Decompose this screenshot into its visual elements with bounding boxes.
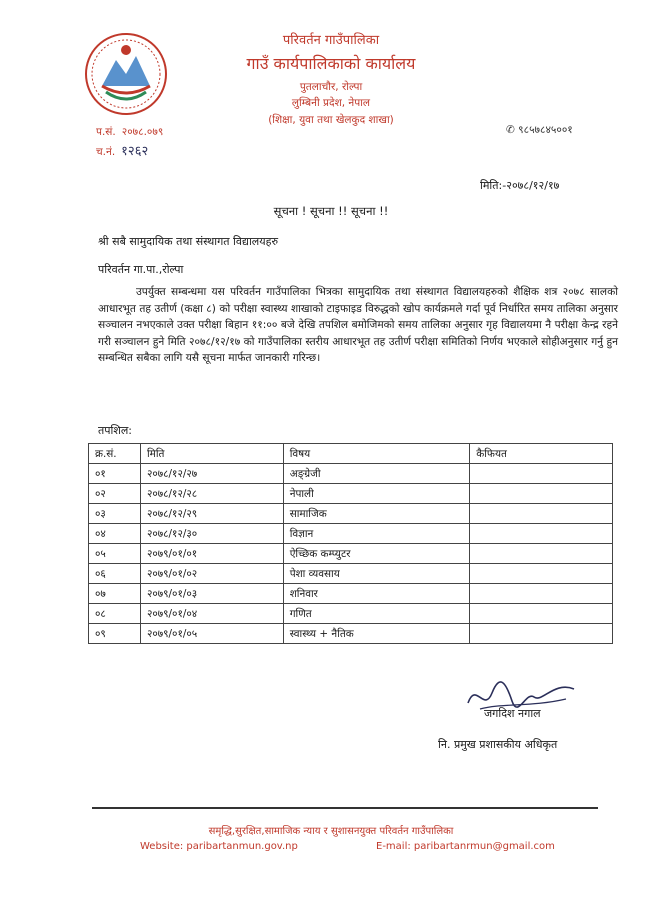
address-place: परिवर्तन गा.पा.,रोल्पा bbox=[98, 263, 184, 276]
subject-cell: पेशा व्यवसाय bbox=[283, 564, 470, 584]
addressee: श्री सबै सामुदायिक तथा संस्थागत विद्यालयहरु bbox=[98, 235, 279, 248]
fiscal-year-ref bbox=[96, 125, 163, 139]
date-cell: २०७९/०१/०५ bbox=[140, 624, 283, 644]
fiscal-year-value: २०७८.०७९ bbox=[121, 126, 164, 138]
header-subject: विषय bbox=[283, 444, 470, 464]
serial-cell: ०२ bbox=[89, 484, 141, 504]
serial-cell: ०१ bbox=[89, 464, 141, 484]
date-cell: २०७९/०१/०३ bbox=[140, 584, 283, 604]
office-location: पुतलाचौर, रोल्पा bbox=[299, 81, 363, 93]
phone-value: ९८५७८४५००१ bbox=[518, 124, 573, 136]
office-province: लुम्बिनी प्रदेश, नेपाल bbox=[291, 97, 371, 109]
subject-cell: स्वास्थ्य + नैतिक bbox=[283, 624, 470, 644]
footer-motto: समृद्धि,सुरक्षित,सामाजिक न्याय र सुशासनयुक्त परिवर्तन गाउँपालिका bbox=[208, 826, 454, 837]
footer-website: Website: paribartanmun.gov.np bbox=[140, 841, 298, 852]
date-cell: २०७९/०१/०४ bbox=[140, 604, 283, 624]
table-row bbox=[89, 524, 613, 544]
table-row bbox=[89, 624, 613, 644]
table-row bbox=[89, 604, 613, 624]
subject-cell: गणित bbox=[283, 604, 470, 624]
phone-number bbox=[506, 123, 573, 137]
subject-cell: विज्ञान bbox=[283, 524, 470, 544]
date-cell: २०७९/०१/०२ bbox=[140, 564, 283, 584]
subject-cell: ऐच्छिक कम्प्युटर bbox=[283, 544, 470, 564]
date-cell: २०७८/१२/२९ bbox=[140, 504, 283, 524]
serial-cell: ०४ bbox=[89, 524, 141, 544]
header-serial: क्र.सं. bbox=[89, 444, 141, 464]
serial-cell: ०७ bbox=[89, 584, 141, 604]
subject-cell: नेपाली bbox=[283, 484, 470, 504]
table-row bbox=[89, 484, 613, 504]
remarks-cell bbox=[470, 484, 613, 504]
office-name: गाउँ कार्यपालिकाको कार्यालय bbox=[246, 54, 416, 73]
table-header-row bbox=[89, 444, 613, 464]
schedule-label: तपशिल: bbox=[98, 424, 133, 437]
letter-date: मिति:-२०७८/१२/१७ bbox=[480, 179, 560, 192]
footer-email: E-mail: paribartanrmun@gmail.com bbox=[376, 841, 555, 852]
body-paragraph: उपर्युक्त सम्बन्धमा यस परिवर्तन गाउँपालिका भित्रका सामुदायिक तथा संस्थागत विद्यालयहरुको शैक्षिक शत्र २०७८ सालको आधारभूत तह उतीर्ण (कक्षा ८) को परीक्षा स्वास्थ्य शाखाको टाइफाइड विरुद्धको खोप कार्यक्रमले गर्दा पूर्व निर्धारित समय तालिका अनुसार सञ्चालन नभएकाले उक्त परीक्षा बिहान ११:०० बजे देखि तपशिल बमोजिमको समय तालिका अनुसार गृह विद्यालयमा नै परीक्षा केन्द्र रहने गरी सञ्चालन हुने मिति २०७८/१२/१७ को गाउँपालिका स्तरीय आधारभूत तह उतीर्ण परीक्षा समितिको निर्णय भएकाले सोहीअनुसार गर्नु हुन सम्बन्धित सबैका लागि यसै सूचना मार्फत जानकारी गरिन्छ। bbox=[98, 286, 618, 364]
serial-cell: ०८ bbox=[89, 604, 141, 624]
date-cell: २०७८/१२/२८ bbox=[140, 484, 283, 504]
remarks-cell bbox=[470, 604, 613, 624]
schedule-table bbox=[88, 443, 613, 644]
dispatch-ref bbox=[96, 141, 148, 159]
header-date: मिति bbox=[140, 444, 283, 464]
table-row bbox=[89, 504, 613, 524]
table-row bbox=[89, 544, 613, 564]
footer-divider bbox=[92, 807, 598, 809]
phone-icon: ✆ bbox=[506, 124, 515, 136]
municipality-name: परिवर्तन गाउँपालिका bbox=[282, 33, 380, 48]
dispatch-value: १२६२ bbox=[121, 144, 149, 159]
remarks-cell bbox=[470, 624, 613, 644]
subject-cell: शनिवार bbox=[283, 584, 470, 604]
dispatch-label: च.नं. bbox=[96, 146, 116, 158]
table-row bbox=[89, 464, 613, 484]
remarks-cell bbox=[470, 504, 613, 524]
remarks-cell bbox=[470, 544, 613, 564]
table-row bbox=[89, 584, 613, 604]
fiscal-year-label: प.सं. bbox=[96, 126, 116, 138]
subject-cell: सामाजिक bbox=[283, 504, 470, 524]
serial-cell: ०९ bbox=[89, 624, 141, 644]
serial-cell: ०५ bbox=[89, 544, 141, 564]
remarks-cell bbox=[470, 584, 613, 604]
serial-cell: ०३ bbox=[89, 504, 141, 524]
date-cell: २०७८/१२/३० bbox=[140, 524, 283, 544]
header-remarks: कैफियत bbox=[470, 444, 613, 464]
notice-title: सूचना ! सूचना !! सूचना !! bbox=[273, 204, 389, 218]
date-cell: २०७८/१२/२७ bbox=[140, 464, 283, 484]
serial-cell: ०६ bbox=[89, 564, 141, 584]
remarks-cell bbox=[470, 564, 613, 584]
date-cell: २०७९/०१/०१ bbox=[140, 544, 283, 564]
subject-cell: अङ्ग्रेजी bbox=[283, 464, 470, 484]
table-row bbox=[89, 564, 613, 584]
signatory-name: जगदिश नगाल bbox=[484, 707, 541, 720]
office-branch: (शिक्षा, युवा तथा खेलकुद शाखा) bbox=[268, 114, 394, 126]
signatory-title: नि. प्रमुख प्रशासकीय अधिकृत bbox=[438, 738, 558, 751]
remarks-cell bbox=[470, 464, 613, 484]
remarks-cell bbox=[470, 524, 613, 544]
